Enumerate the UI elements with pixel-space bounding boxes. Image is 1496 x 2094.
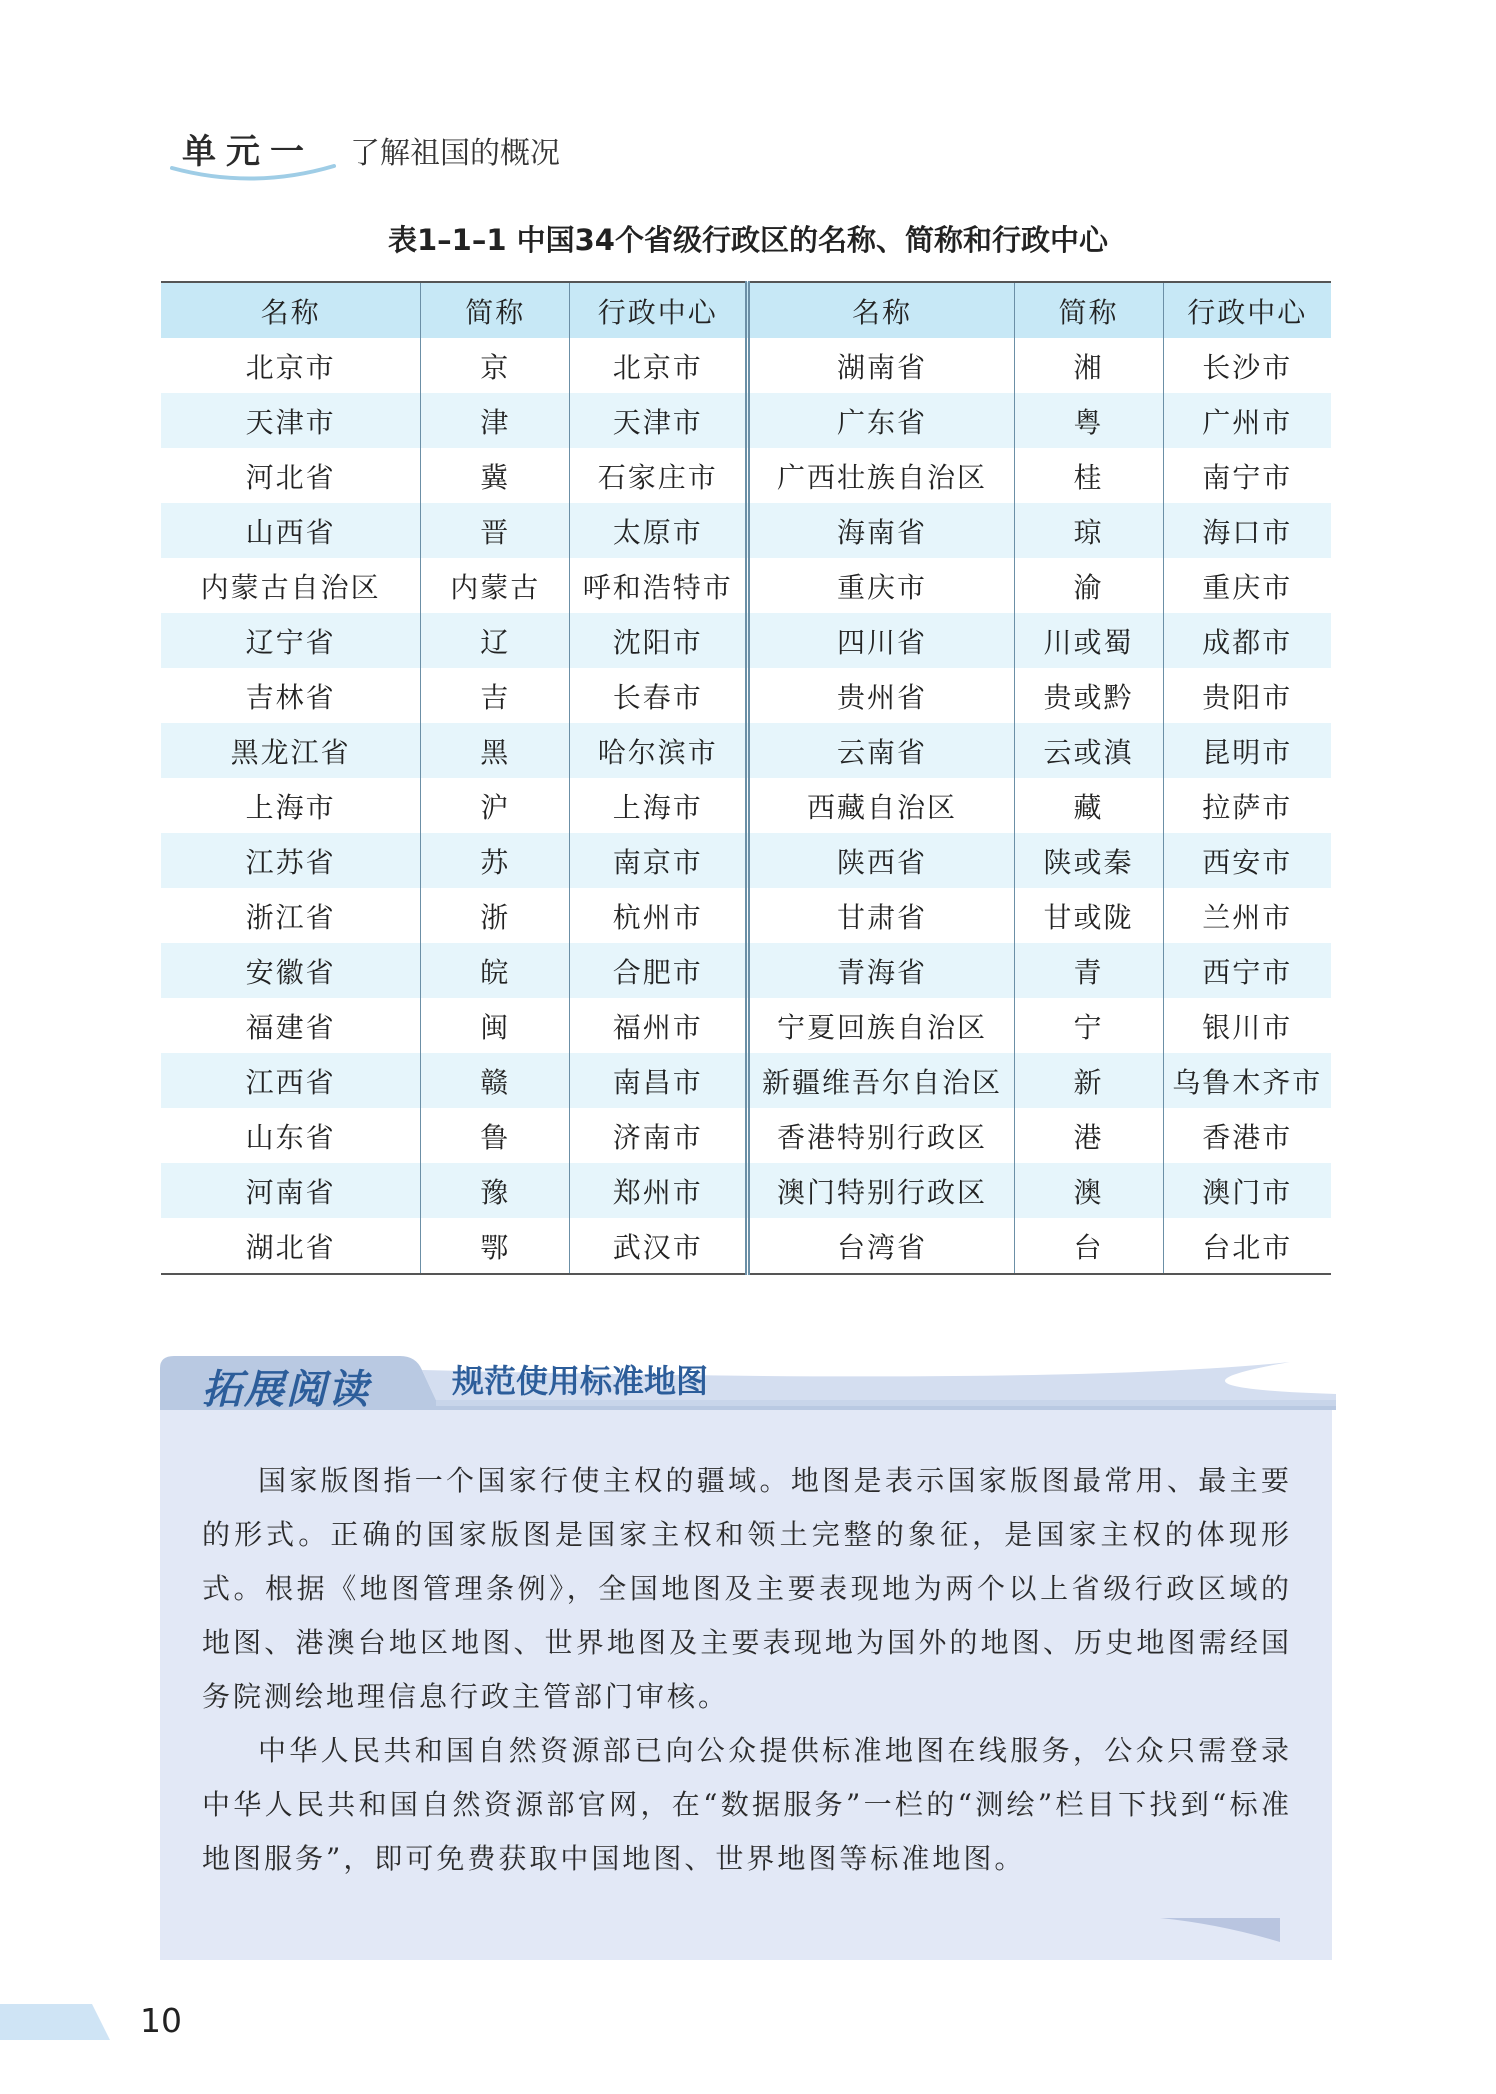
cell-capital: 呼和浩特市 [570,558,748,613]
cell-capital: 上海市 [570,778,748,833]
cell-name: 重庆市 [748,558,1014,613]
cell-name: 宁夏回族自治区 [748,998,1014,1053]
extended-reading-box [160,1348,1336,1968]
cell-abbr: 甘或陇 [1014,888,1163,943]
cell-capital: 福州市 [570,998,748,1053]
cell-abbr: 陕或秦 [1014,833,1163,888]
cell-name: 贵州省 [748,668,1014,723]
cell-capital: 北京市 [570,338,748,393]
cell-name: 湖南省 [748,338,1014,393]
cell-capital: 拉萨市 [1202,790,1293,824]
cell-capital: 昆明市 [1163,723,1331,778]
cell-capital: 武汉市 [570,1218,748,1274]
table-caption: 表1–1–1 中国34个省级行政区的名称、简称和行政中心 [388,223,1108,257]
cell-name: 山东省 [161,1108,421,1163]
cell-abbr: 晋 [421,503,570,558]
column-header-abbr: 简称 [1014,282,1163,338]
cell-name: 安徽省 [161,943,421,998]
cell-abbr: 京 [421,338,570,393]
cell-abbr: 鲁 [421,1108,570,1163]
cell-abbr: 藏 [1014,778,1163,833]
cell-capital: 澳门市 [1163,1163,1331,1218]
cell-abbr: 贵或黔 [1014,668,1163,723]
cell-capital: 沈阳市 [570,613,748,668]
table-row [161,998,1331,1053]
cell-name: 湖北省 [161,1218,421,1274]
cell-abbr: 辽 [421,613,570,668]
cell-abbr: 沪 [421,778,570,833]
table-row [161,943,1331,998]
reading-title: 规范使用标准地图 [452,1362,709,1400]
table-row [161,888,1331,943]
cell-capital: 石家庄市 [570,448,748,503]
cell-abbr: 黑 [421,723,570,778]
page-number: 10 [140,2001,182,2040]
cell-name: 江西省 [161,1053,421,1108]
cell-abbr: 浙 [421,888,570,943]
cell-abbr: 新 [1014,1053,1163,1108]
cell-capital: 海口市 [1163,503,1331,558]
table-row [161,558,1331,613]
reading-paragraph: 国家版图指一个国家行使主权的疆域。地图是表示国家版图最常用、最主要的形式。正确的国家版图是国家主权和领土完整的象征，是国家主权的体现形式。根据《地图管理条例》，全国地图及主要表现地为两个以上省级行政区域的地图、港澳台地区地图、世界地图及主要表现地为国外的地图、历史地图需经国务院测绘地理信息行政主管部门审核。 [202,1464,1292,1713]
cell-name: 台湾省 [748,1218,1014,1274]
cell-abbr: 澳 [1014,1163,1163,1218]
cell-abbr: 赣 [421,1053,570,1108]
table-row [161,723,1331,778]
cell-abbr: 津 [421,393,570,448]
cell-name: 青海省 [748,943,1014,998]
cell-abbr: 台 [1014,1218,1163,1274]
table-row [161,1108,1331,1163]
cell-abbr: 桂 [1014,448,1163,503]
cell-capital: 贵阳市 [1202,680,1293,714]
column-header-name: 名称 [748,282,1014,338]
cell-capital: 乌鲁木齐市 [1163,1053,1331,1108]
cell-capital: 兰州市 [1202,900,1293,934]
cell-name: 香港特别行政区 [748,1108,1014,1163]
table-row [161,503,1331,558]
column-header-capital: 行政中心 [570,282,748,338]
cell-abbr: 云或滇 [1014,723,1163,778]
table-header-row [161,282,1331,338]
cell-abbr: 苏 [421,833,570,888]
cell-abbr: 皖 [421,943,570,998]
cell-capital: 济南市 [570,1108,748,1163]
cell-capital: 郑州市 [570,1163,748,1218]
cell-name: 四川省 [748,613,1014,668]
cell-capital: 重庆市 [1202,570,1293,604]
cell-capital: 长沙市 [1202,350,1293,384]
table-row [161,1218,1331,1274]
cell-abbr: 琼 [1014,503,1163,558]
cell-name: 福建省 [161,998,421,1053]
page-curl-decoration-icon [1160,1918,1280,1942]
cell-capital: 银川市 [1202,1010,1293,1044]
column-header-capital: 行政中心 [1163,282,1331,338]
cell-capital: 哈尔滨市 [570,723,748,778]
cell-name: 海南省 [748,503,1014,558]
cell-name: 山西省 [161,503,421,558]
cell-abbr: 冀 [421,448,570,503]
cell-name: 河南省 [161,1163,421,1218]
cell-capital: 西宁市 [1163,943,1331,998]
cell-name: 天津市 [161,393,421,448]
cell-capital: 太原市 [570,503,748,558]
table-row [161,833,1331,888]
cell-name: 江苏省 [161,833,421,888]
cell-capital: 西安市 [1163,833,1331,888]
cell-abbr: 豫 [421,1163,570,1218]
cell-abbr: 青 [1014,943,1163,998]
cell-name: 河北省 [161,448,421,503]
cell-capital: 长春市 [570,668,748,723]
cell-name: 浙江省 [161,888,421,943]
cell-name: 甘肃省 [748,888,1014,943]
cell-name: 西藏自治区 [748,778,1014,833]
cell-capital: 台北市 [1163,1218,1331,1274]
cell-abbr: 港 [1014,1108,1163,1163]
cell-capital: 成都市 [1163,613,1331,668]
unit-header [182,118,782,178]
cell-name: 新疆维吾尔自治区 [748,1053,1014,1108]
cell-abbr: 川或蜀 [1014,613,1163,668]
cell-name: 陕西省 [748,833,1014,888]
cell-abbr: 宁 [1014,998,1163,1053]
cell-capital: 广州市 [1163,393,1331,448]
cell-abbr: 内蒙古 [421,558,570,613]
unit-label: 单元一 [182,132,314,172]
table-row [161,1053,1331,1108]
cell-name: 云南省 [748,723,1014,778]
table-row [161,778,1331,833]
table-row [161,613,1331,668]
cell-capital: 南京市 [570,833,748,888]
cell-capital: 南昌市 [570,1053,748,1108]
table-row [161,448,1331,503]
table-row [161,393,1331,448]
column-header-name: 名称 [161,282,421,338]
cell-name: 澳门特别行政区 [748,1163,1014,1218]
cell-abbr: 吉 [421,668,570,723]
table-row [161,338,1331,393]
cell-capital: 天津市 [570,393,748,448]
unit-title: 了解祖国的概况 [350,136,560,171]
cell-name: 广东省 [748,393,1014,448]
swoosh-decoration-icon [168,162,338,184]
cell-capital: 南宁市 [1202,460,1293,494]
table-row [161,1163,1331,1218]
cell-name: 吉林省 [161,668,421,723]
cell-abbr: 粤 [1014,393,1163,448]
reading-paragraph: 中华人民共和国自然资源部已向公众提供标准地图在线服务，公众只需登录中华人民共和国自然资源部官网，在“数据服务”一栏的“测绘”栏目下找到“标准地图服务”，即可免费获取中国地图、世界地图等标准地图。 [202,1734,1292,1875]
cell-capital: 香港市 [1202,1120,1293,1154]
cell-abbr: 闽 [421,998,570,1053]
cell-name: 广西壮族自治区 [748,448,1014,503]
cell-name: 内蒙古自治区 [161,558,421,613]
cell-abbr: 湘 [1014,338,1163,393]
reading-body [202,1454,1292,1886]
cell-capital: 杭州市 [570,888,748,943]
cell-name: 上海市 [161,778,421,833]
cell-abbr: 渝 [1014,558,1163,613]
cell-name: 辽宁省 [161,613,421,668]
column-header-abbr: 简称 [421,282,570,338]
cell-name: 黑龙江省 [161,723,421,778]
cell-abbr: 鄂 [421,1218,570,1274]
cell-name: 北京市 [161,338,421,393]
cell-capital: 合肥市 [570,943,748,998]
reading-tag: 拓展阅读 [202,1367,370,1413]
province-table [161,281,1331,1275]
footer-band-decoration-icon [0,2004,110,2040]
table-row [161,668,1331,723]
